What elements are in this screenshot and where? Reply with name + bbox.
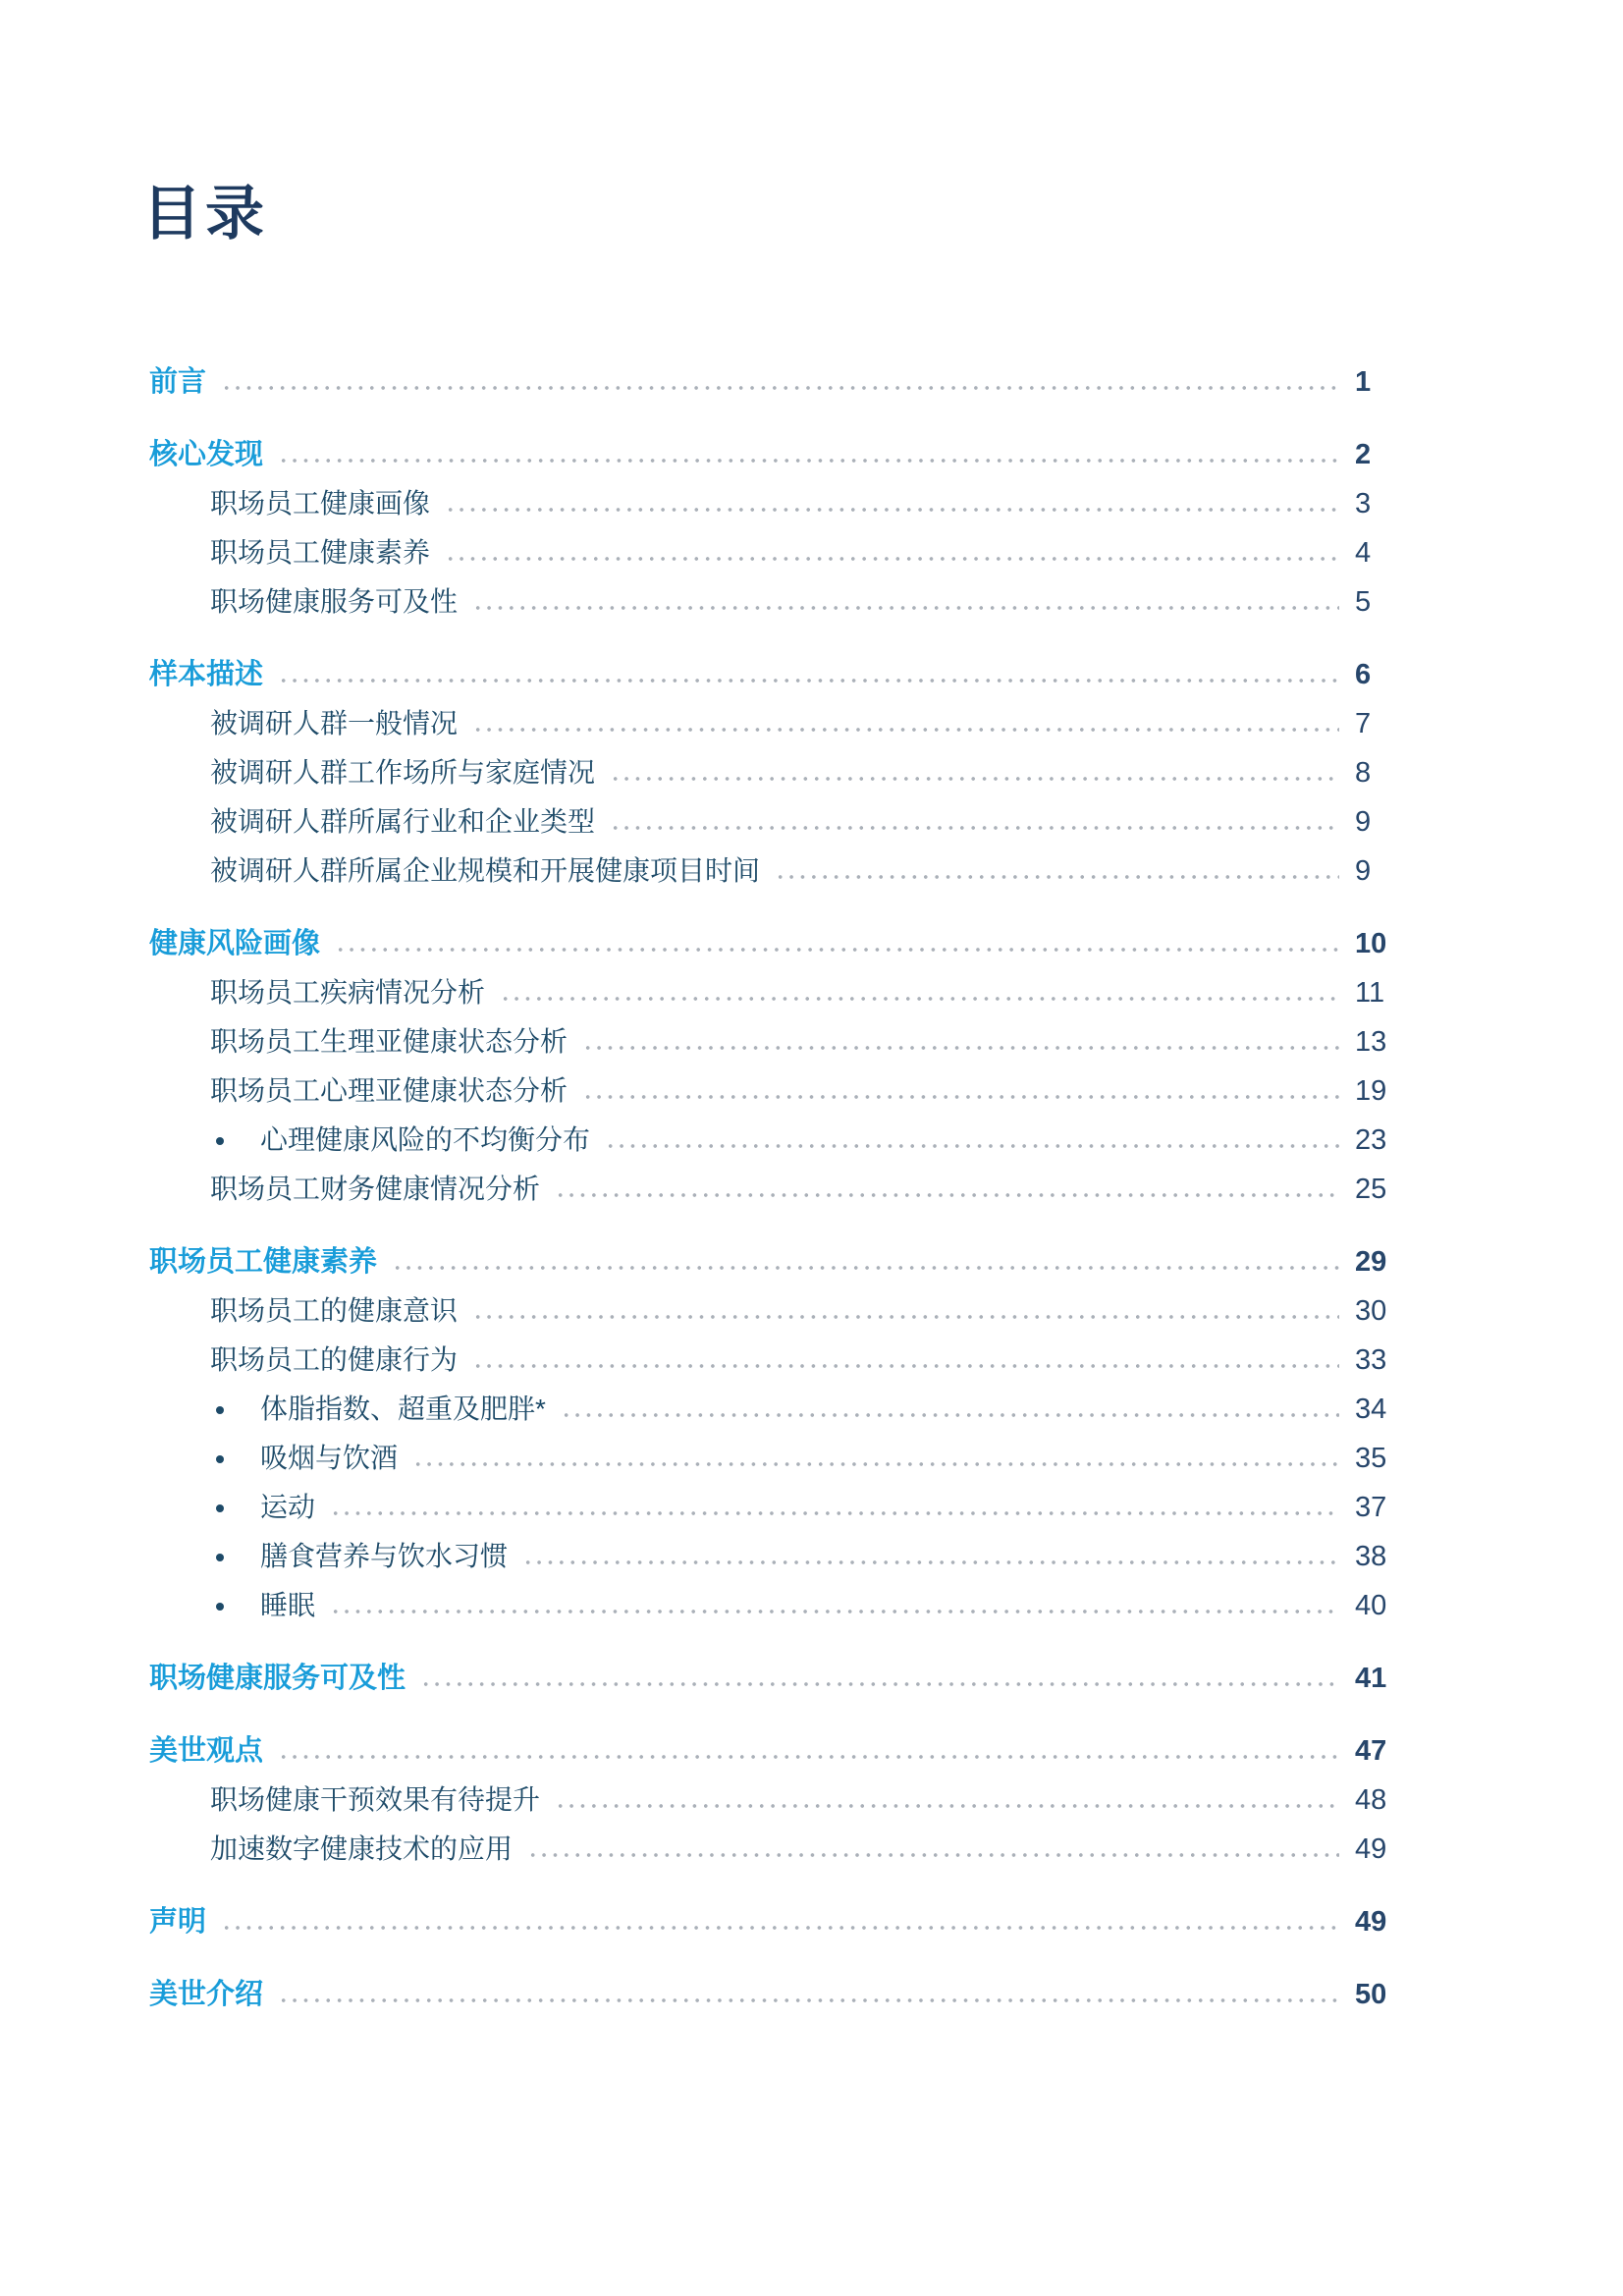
toc-entry-page-number: 25 [1355,1173,1387,1205]
toc-entry-page-number: 50 [1355,1978,1387,2010]
dotted-leader [221,381,1339,395]
toc-entry-label: 运动 [260,1492,316,1522]
dotted-leader [775,870,1339,884]
dotted-leader [278,454,1339,467]
toc-entry-page-number: 4 [1355,536,1372,569]
toc-entry[interactable] [149,748,1412,797]
dotted-leader [610,772,1339,786]
toc-entry-page-number: 2 [1355,438,1372,470]
toc-entry[interactable] [149,1726,1412,1776]
dotted-leader [472,1310,1339,1324]
toc-entry-label: 健康风险画像 [149,927,321,959]
toc-entry-page-number: 47 [1355,1734,1387,1767]
toc-entry-page-number: 8 [1355,756,1372,789]
toc-entry-page-number: 38 [1355,1540,1387,1572]
toc-entry-label: 职场健康服务可及性 [210,586,459,617]
dotted-leader [278,1750,1339,1764]
toc-list [149,357,1412,2019]
dotted-leader [472,1359,1339,1373]
dotted-leader [605,1139,1339,1153]
dotted-leader [445,552,1339,566]
toc-entry-page-number: 33 [1355,1343,1387,1376]
toc-entry-label: 美世介绍 [149,1978,264,2010]
toc-entry-page-number: 49 [1355,1905,1387,1938]
toc-entry-label: 被调研人群一般情况 [210,708,459,738]
dotted-leader [278,674,1339,687]
toc-entry-label: 职场员工财务健康情况分析 [210,1174,541,1204]
toc-entry-label: 美世观点 [149,1734,264,1767]
toc-entry-label: 职场健康干预效果有待提升 [210,1784,541,1815]
toc-entry-page-number: 1 [1355,365,1372,398]
toc-entry-page-number: 11 [1355,976,1385,1009]
toc-entry-page-number: 5 [1355,585,1372,618]
dotted-leader [527,1848,1339,1862]
dotted-leader [221,1921,1339,1935]
toc-entry[interactable] [149,430,1412,479]
dotted-leader [555,1799,1339,1813]
toc-entry[interactable] [149,1066,1412,1116]
toc-entry-page-number: 49 [1355,1832,1387,1865]
dotted-leader [500,992,1339,1006]
toc-entry-label: 被调研人群所属企业规模和开展健康项目时间 [210,855,761,886]
toc-entry[interactable] [149,847,1412,896]
toc-entry-label: 被调研人群工作场所与家庭情况 [210,757,596,788]
toc-entry[interactable] [149,1286,1412,1336]
dotted-leader [582,1090,1339,1104]
toc-entry[interactable] [149,1825,1412,1874]
toc-entry[interactable] [149,1237,1412,1286]
toc-entry-page-number: 7 [1355,707,1372,739]
dotted-leader [561,1408,1339,1422]
toc-entry[interactable] [149,528,1412,577]
toc-entry[interactable] [149,650,1412,699]
toc-entry-page-number: 3 [1355,487,1372,519]
toc-entry-label: 吸烟与饮酒 [260,1443,399,1473]
dotted-leader [278,1994,1339,2007]
toc-entry[interactable] [149,699,1412,748]
toc-entry[interactable] [149,1165,1412,1214]
dotted-leader [335,943,1339,957]
toc-entry-page-number: 30 [1355,1294,1387,1327]
toc-entry-label: 被调研人群所属行业和企业类型 [210,806,596,837]
toc-entry-label: 膳食营养与饮水习惯 [260,1541,509,1571]
dotted-leader [610,821,1339,835]
toc-entry[interactable] [149,1970,1412,2019]
toc-entry-label: 核心发现 [149,438,264,470]
toc-entry-page-number: 29 [1355,1245,1387,1278]
dotted-leader [330,1506,1339,1520]
toc-entry-label: 职场员工的健康行为 [210,1344,459,1375]
toc-entry-label: 职场员工心理亚健康状态分析 [210,1075,568,1106]
toc-entry-page-number: 37 [1355,1491,1387,1523]
toc-entry[interactable] [149,1654,1412,1703]
toc-entry-page-number: 19 [1355,1074,1387,1107]
toc-entry[interactable] [149,357,1412,407]
toc-entry-label: 睡眠 [260,1590,316,1620]
dotted-leader [522,1556,1339,1569]
toc-entry[interactable] [149,1581,1412,1630]
toc-entry-label: 职场员工健康素养 [149,1245,378,1278]
toc-entry[interactable] [149,968,1412,1017]
toc-entry-label: 职场员工健康画像 [210,488,431,519]
toc-entry[interactable] [149,1434,1412,1483]
toc-entry-label: 前言 [149,365,207,398]
toc-entry-page-number: 10 [1355,927,1387,959]
toc-entry-page-number: 34 [1355,1393,1387,1425]
dotted-leader [412,1457,1339,1471]
toc-entry-page-number: 9 [1355,854,1372,887]
dotted-leader [472,601,1339,615]
toc-entry-label: 职场健康服务可及性 [149,1662,406,1694]
toc-entry[interactable] [149,1017,1412,1066]
toc-entry[interactable] [149,919,1412,968]
toc-entry-label: 样本描述 [149,658,264,690]
toc-entry-page-number: 48 [1355,1783,1387,1816]
toc-entry-page-number: 13 [1355,1025,1387,1058]
toc-entry[interactable] [149,1385,1412,1434]
toc-entry-page-number: 40 [1355,1589,1387,1621]
toc-entry[interactable] [149,1483,1412,1532]
toc-entry-label: 声明 [149,1905,207,1938]
toc-entry-page-number: 23 [1355,1123,1387,1156]
toc-entry-label: 心理健康风险的不均衡分布 [260,1124,591,1155]
dotted-leader [392,1261,1339,1275]
toc-entry-label: 体脂指数、超重及肥胖* [260,1394,546,1424]
toc-entry-page-number: 9 [1355,805,1372,838]
dotted-leader [420,1677,1339,1691]
toc-entry-page-number: 41 [1355,1662,1387,1694]
toc-entry[interactable] [149,1116,1412,1165]
toc-entry[interactable] [149,1776,1412,1825]
toc-entry[interactable] [149,1532,1412,1581]
toc-entry[interactable] [149,797,1412,847]
toc-entry[interactable] [149,577,1412,627]
toc-entry-label: 加速数字健康技术的应用 [210,1833,514,1864]
toc-entry-page-number: 6 [1355,658,1372,690]
dotted-leader [445,503,1339,517]
dotted-leader [472,723,1339,737]
toc-entry-label: 职场员工健康素养 [210,537,431,568]
dotted-leader [330,1605,1339,1618]
toc-entry-label: 职场员工生理亚健康状态分析 [210,1026,568,1057]
toc-entry-label: 职场员工的健康意识 [210,1295,459,1326]
toc-entry[interactable] [149,1897,1412,1946]
toc-entry[interactable] [149,479,1412,528]
dotted-leader [582,1041,1339,1055]
dotted-leader [555,1188,1339,1202]
page-title: 目录 [142,180,268,248]
toc-entry-page-number: 35 [1355,1442,1387,1474]
toc-entry-label: 职场员工疾病情况分析 [210,977,486,1008]
toc-entry[interactable] [149,1336,1412,1385]
